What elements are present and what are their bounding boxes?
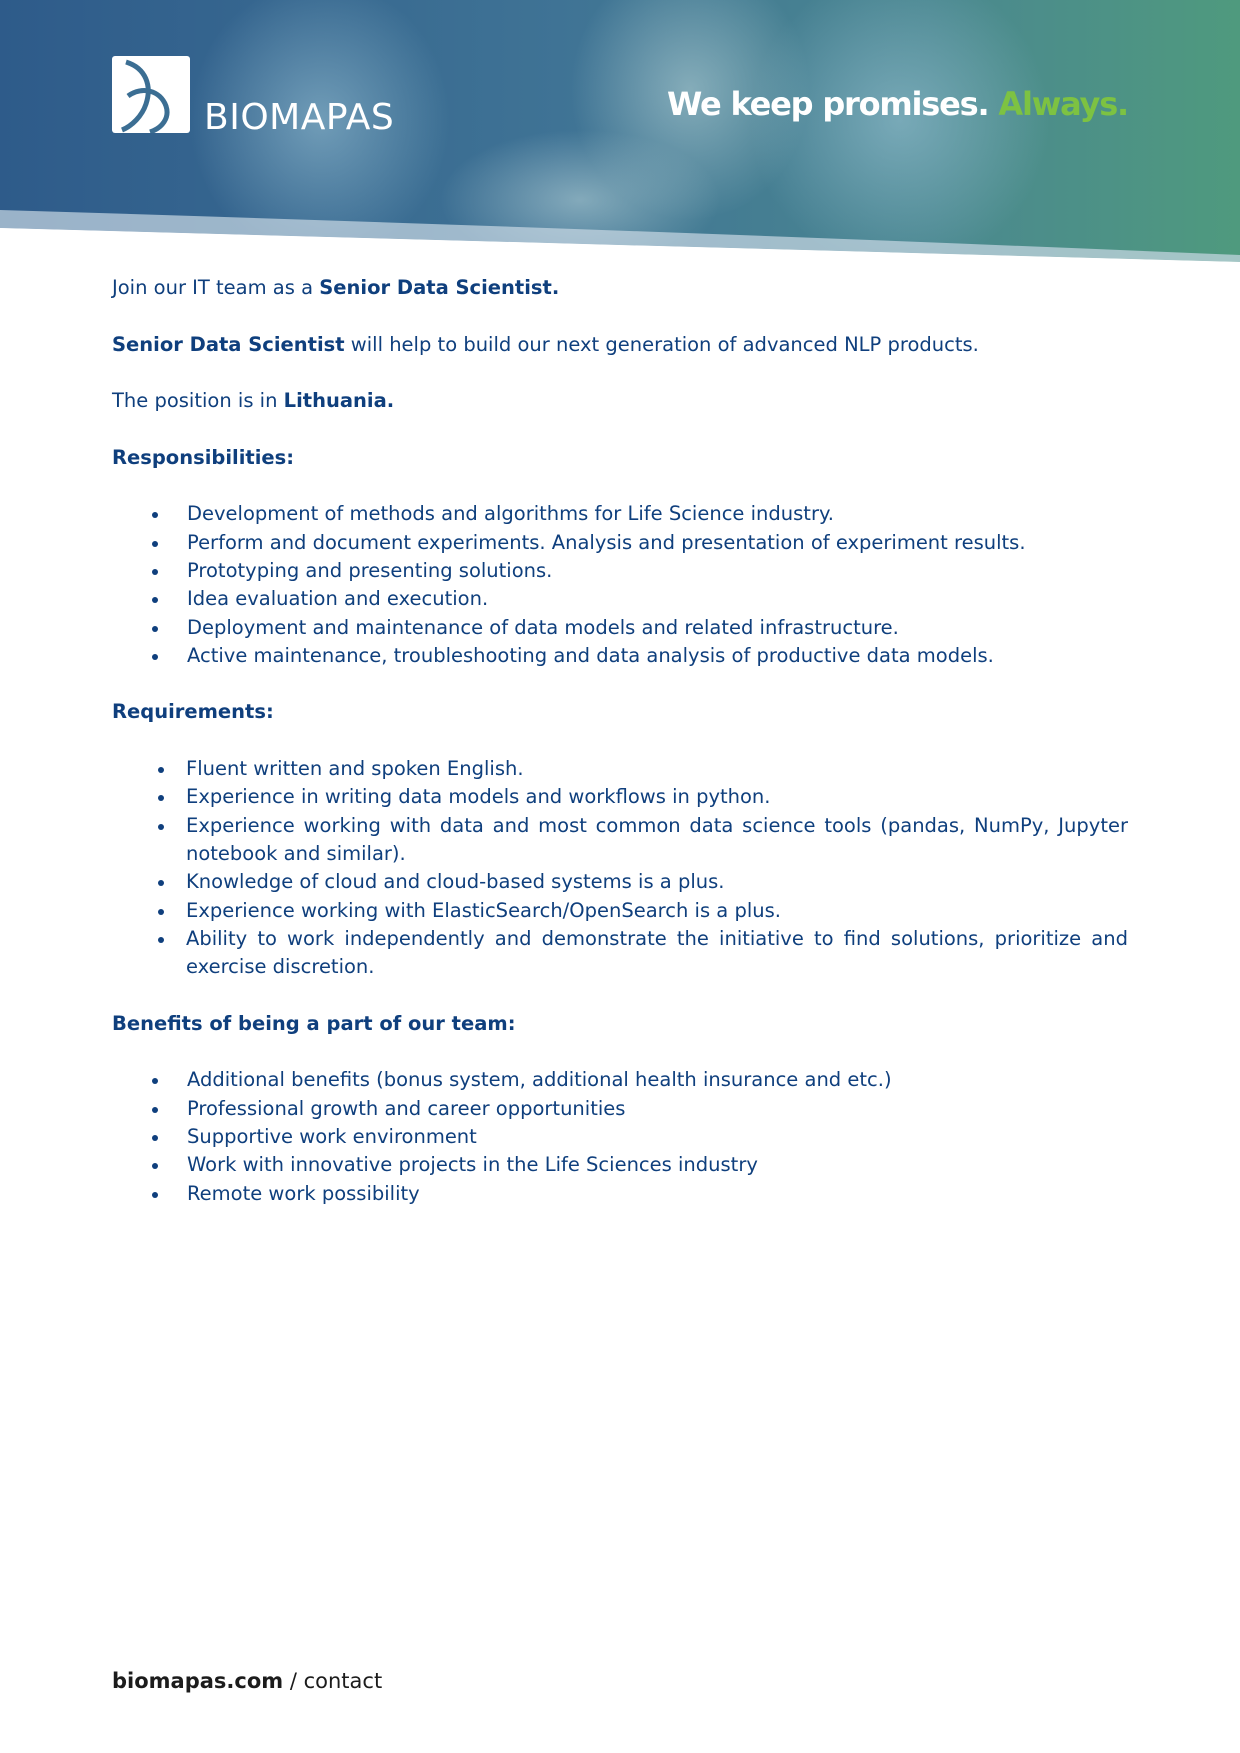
intro-line-3: The position is in Lithuania.	[112, 389, 395, 413]
benefits-heading: Benefits of being a part of our team:	[112, 1011, 516, 1035]
company-logo[interactable]	[112, 56, 395, 138]
logo-wordmark: BIOMAPAS	[204, 97, 395, 138]
job-description	[112, 274, 1128, 1236]
responsibilities-list	[112, 500, 1128, 670]
benefits-list	[112, 1066, 1128, 1207]
list-item: Ability to work independently and demonstrate the initiative to find solutions, prioritize and exercise discretion.	[112, 925, 1128, 982]
list-item: Experience working with ElasticSearch/OpenSearch is a plus.	[112, 897, 1128, 925]
intro-job-title: Senior Data Scientist.	[319, 276, 560, 299]
list-item: Experience in writing data models and workflows in python.	[112, 783, 1128, 811]
list-item: Remote work possibility	[112, 1180, 1128, 1208]
biomapas-logo-icon	[112, 56, 190, 133]
requirements-list	[112, 755, 1128, 981]
list-item: Knowledge of cloud and cloud-based systems is a plus.	[112, 868, 1128, 896]
list-item: Prototyping and presenting solutions.	[112, 557, 1128, 585]
intro-line-1: Join our IT team as a Senior Data Scientist.	[112, 276, 560, 299]
footer-site-link[interactable]: biomapas.com	[112, 1669, 284, 1693]
list-item: Fluent written and spoken English.	[112, 755, 1128, 783]
list-item: Additional benefits (bonus system, additional health insurance and etc.)	[112, 1066, 1128, 1094]
intro-location: Lithuania.	[283, 389, 395, 413]
responsibilities-heading: Responsibilities:	[112, 445, 295, 469]
list-item: Work with innovative projects in the Life Sciences industry	[112, 1151, 1128, 1179]
list-item: Development of methods and algorithms for Life Science industry.	[112, 500, 1128, 528]
list-item: Active maintenance, troubleshooting and data analysis of productive data models.	[112, 642, 1128, 670]
intro-role: Senior Data Scientist	[112, 332, 345, 356]
footer-separator: /	[283, 1669, 304, 1693]
list-item: Experience working with data and most common data science tools (pandas, NumPy, Jupyter notebook and similar).	[112, 812, 1128, 869]
tagline	[667, 85, 1128, 123]
list-item: Perform and document experiments. Analysis and presentation of experiment results.	[112, 529, 1128, 557]
footer	[112, 1671, 382, 1692]
requirements-heading: Requirements:	[112, 700, 274, 724]
tagline-accent: Always.	[998, 85, 1128, 123]
intro-line-2: Senior Data Scientist will help to build our next generation of advanced NLP products.	[112, 332, 979, 356]
footer-contact-link[interactable]: contact	[303, 1669, 383, 1693]
list-item: Supportive work environment	[112, 1123, 1128, 1151]
tagline-main: We keep promises.	[667, 85, 989, 123]
list-item: Idea evaluation and execution.	[112, 585, 1128, 613]
list-item: Professional growth and career opportunities	[112, 1095, 1128, 1123]
header-banner	[0, 0, 1240, 262]
list-item: Deployment and maintenance of data models and related infrastructure.	[112, 614, 1128, 642]
